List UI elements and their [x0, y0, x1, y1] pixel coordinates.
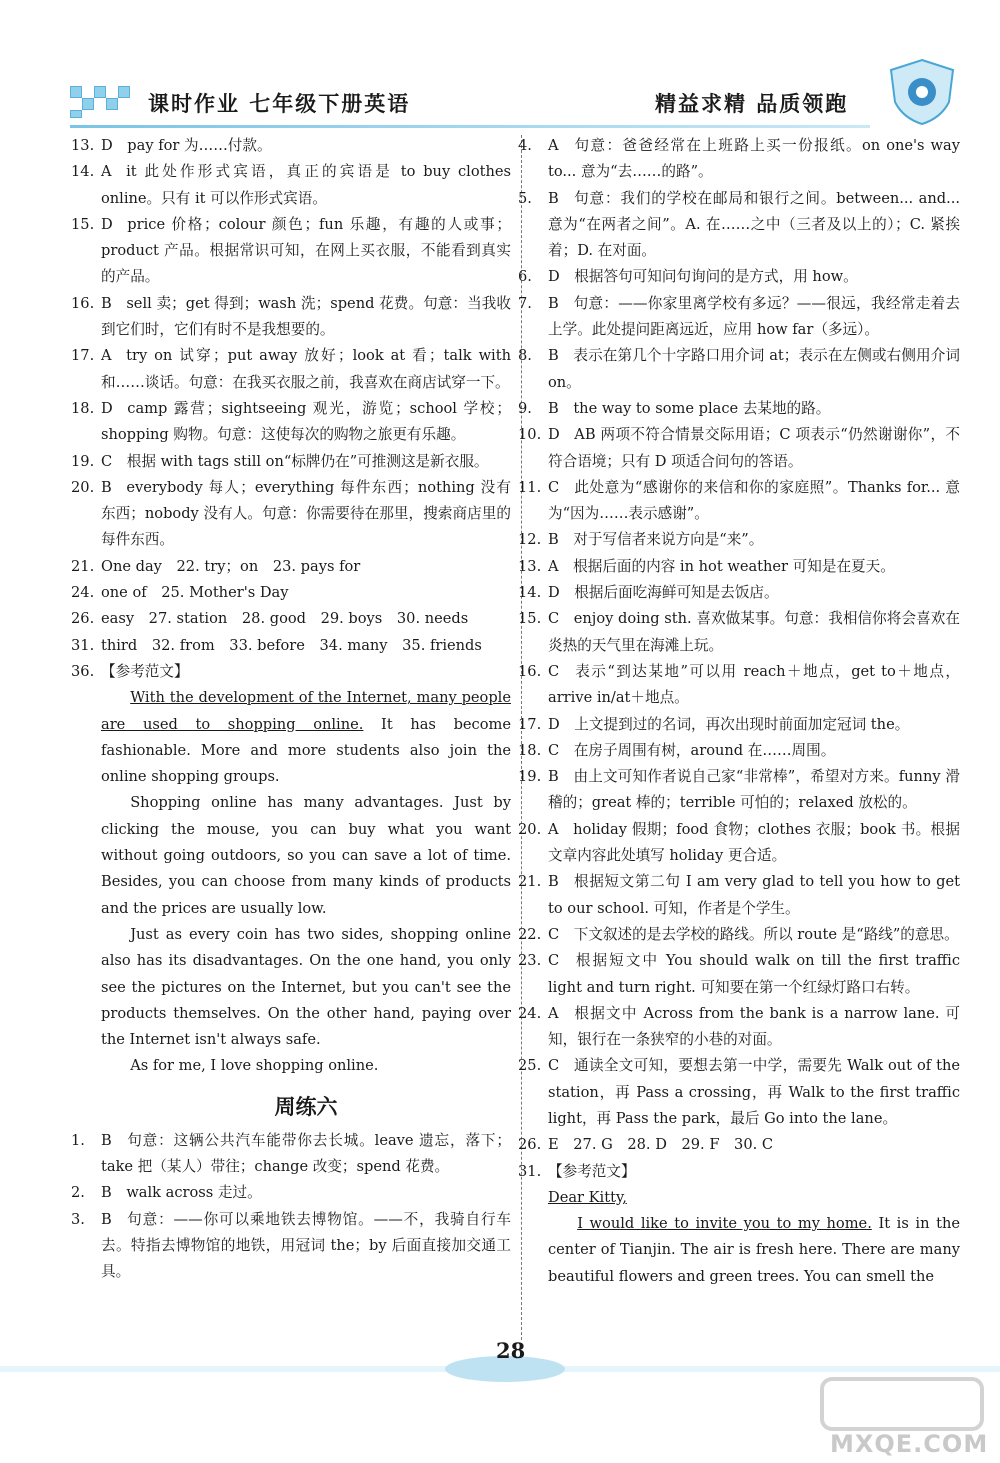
- answer-number: 2.: [71, 1184, 85, 1202]
- answer-text: third 32. from 33. before 34. many 35. friends: [101, 636, 482, 654]
- essay-underlined-sentence: With the development of the Internet, many people are used to shopping online.: [101, 689, 511, 733]
- answer-number: 22.: [518, 925, 542, 943]
- answer-number: 14.: [71, 163, 95, 181]
- answer-number: 26.: [518, 1136, 542, 1154]
- answer-item: [71, 343, 511, 396]
- answer-text: B 句意：我们的学校在邮局和银行之间。between... and... 意为“在两者之间”。A. 在……之中（三者及以上的）；C. 紧挨着；D. 在对面。: [548, 189, 960, 260]
- answer-number: 13.: [71, 137, 95, 154]
- answer-number: 13.: [518, 557, 542, 575]
- letter-salutation: Dear Kitty,: [548, 1188, 627, 1206]
- answer-item: [518, 764, 960, 817]
- answer-number: 5.: [518, 189, 532, 207]
- answer-number: 16.: [518, 662, 542, 680]
- answer-text: D 上文提到过的名词，再次出现时前面加定冠词 the。: [548, 715, 910, 733]
- answer-number: 4.: [518, 137, 532, 154]
- answer-text: D 根据后面吃海鲜可知是去饭店。: [548, 584, 779, 602]
- answer-number: 17.: [71, 347, 95, 365]
- answer-text: B the way to some place 去某地的路。: [548, 399, 831, 417]
- answer-item: [518, 554, 960, 580]
- answer-text: C 根据短文中 You should walk on till the first traffic light and turn right. 可知要在第一个红绿灯路口右转。: [548, 952, 960, 996]
- answer-number: 15.: [71, 215, 95, 233]
- answer-text: C 通读全文可知，要想去第一中学，需要先 Walk out of the station，再 Pass a crossing，再 Walk to the first traffic light，再 Pass the park，最后 Go into the lane。: [548, 1057, 960, 1127]
- answer-item: [518, 580, 960, 606]
- answer-number: 31.: [518, 1162, 542, 1180]
- essay-paragraph-2: Shopping online has many advantages. Just by clicking the mouse, you can buy what you want without going outdoors, so you can save a lot of time. Besides, you can choose from many kinds of products and the prices are usually low.: [101, 794, 511, 917]
- answer-number: 1.: [71, 1131, 85, 1149]
- answer-number: 15.: [518, 610, 542, 628]
- slogan: 精益求精 品质领跑: [655, 91, 849, 116]
- answer-item: [518, 475, 960, 528]
- answer-item: [518, 422, 960, 475]
- answer-item: [71, 1207, 511, 1286]
- answer-item: [518, 1001, 960, 1054]
- answer-text: A try on 试穿；put away 放好；look at 看；talk with 和……谈话。句意：在我买衣服之前，我喜欢在商店试穿一下。: [101, 347, 511, 391]
- answer-number: 18.: [71, 399, 95, 417]
- answer-number: 21.: [71, 557, 95, 575]
- answer-number: 14.: [518, 584, 542, 602]
- answer-item: [71, 159, 511, 212]
- answer-number: 10.: [518, 426, 542, 444]
- answer-list-left-2: [71, 1128, 511, 1286]
- letter-paragraph: [548, 1211, 960, 1290]
- watermark-text: MXQE.COM: [830, 1430, 989, 1458]
- answer-text: B walk across 走过。: [101, 1184, 262, 1202]
- answer-item: [518, 869, 960, 922]
- answer-item: [71, 396, 511, 449]
- answer-item: [71, 606, 511, 632]
- header-rule: [70, 125, 870, 128]
- answer-number: 6.: [518, 268, 532, 286]
- answer-number: 20.: [518, 820, 542, 838]
- letter-underlined-sentence: I would like to invite you to my home.: [577, 1215, 872, 1233]
- answer-item: [71, 659, 511, 685]
- page-header: [70, 78, 960, 128]
- right-column: [518, 133, 960, 1290]
- answer-number: 31.: [71, 636, 95, 654]
- answer-item: [518, 738, 960, 764]
- answer-text: D pay for 为……付款。: [101, 137, 272, 154]
- answer-item: [518, 396, 960, 422]
- answer-item: [518, 948, 960, 1001]
- answer-text: C enjoy doing sth. 喜欢做某事。句意：我相信你将会喜欢在炎热的天气里在海滩上玩。: [548, 610, 960, 654]
- answer-text: B 表示在第几个十字路口用介词 at；表示在左侧或右侧用介词 on。: [548, 347, 960, 391]
- section-title: 周练六: [274, 1094, 338, 1119]
- answer-number: 21.: [518, 873, 542, 891]
- answer-text: easy 27. station 28. good 29. boys 30. needs: [101, 610, 469, 628]
- answer-item: [518, 922, 960, 948]
- answer-item: [518, 712, 960, 738]
- answer-item: [71, 475, 511, 554]
- header-decoration-icon: [70, 86, 132, 120]
- answer-number: 19.: [518, 768, 542, 786]
- answer-item: [71, 554, 511, 580]
- answer-number: 9.: [518, 399, 532, 417]
- answer-item: [518, 1159, 960, 1185]
- answer-item: [71, 1128, 511, 1181]
- answer-text: B 对于写信者来说方向是“来”。: [548, 531, 764, 549]
- answer-number: 16.: [71, 294, 95, 312]
- answer-item: [518, 343, 960, 396]
- answer-text: 【参考范文】: [101, 662, 189, 680]
- answer-number: 20.: [71, 478, 95, 496]
- answer-item: [518, 186, 960, 265]
- answer-number: 36.: [71, 662, 95, 680]
- answer-text: E 27. G 28. D 29. F 30. C: [548, 1136, 774, 1154]
- answer-text: B 根据短文第二句 I am very glad to tell you how to get to our school. 可知，作者是个学生。: [548, 873, 960, 917]
- answer-list-left: [71, 133, 511, 685]
- answer-text: One day 22. try；on 23. pays for: [101, 557, 361, 575]
- answer-text: C 下文叙述的是去学校的路线。所以 route 是“路线”的意思。: [548, 925, 959, 943]
- answer-number: 7.: [518, 294, 532, 312]
- answer-item: [71, 449, 511, 475]
- answer-number: 26.: [71, 610, 95, 628]
- answer-item: [518, 659, 960, 712]
- answer-text: B 句意：——你可以乘地铁去博物馆。——不，我骑自行车去。特指去博物馆的地铁，用冠词 the；by 后面直接加交通工具。: [101, 1210, 511, 1281]
- essay-paragraph-4: As for me, I love shopping online.: [130, 1057, 379, 1075]
- answer-item: [71, 212, 511, 291]
- answer-item: [71, 291, 511, 344]
- page-number: 28: [496, 1338, 526, 1363]
- answer-item: [518, 264, 960, 290]
- answer-number: 23.: [518, 952, 542, 970]
- answer-item: [518, 1053, 960, 1132]
- answer-number: 3.: [71, 1210, 85, 1228]
- answer-list-right: [518, 133, 960, 1185]
- answer-text: A 根据文中 Across from the bank is a narrow lane. 可知，银行在一条狭窄的小巷的对面。: [548, 1004, 960, 1049]
- answer-number: 18.: [518, 741, 542, 759]
- answer-text: A 句意：爸爸经常在上班路上买一份报纸。on one's way to... 意为“去……的路”。: [548, 137, 960, 181]
- answer-text: C 表示“到达某地”可以用 reach＋地点，get to＋地点，arrive in/at＋地点。: [548, 662, 960, 707]
- essay-paragraph-1: [101, 685, 511, 790]
- answer-item: [71, 133, 511, 159]
- answer-number: 8.: [518, 347, 532, 365]
- answer-text: D price 价格；colour 颜色；fun 乐趣，有趣的人或事；product 产品。根据常识可知，在网上买衣服，不能看到真实的产品。: [101, 215, 511, 286]
- answer-text: B 句意：——你家里离学校有多远？——很远，我经常走着去上学。此处提问距离远近，应用 how far（多远）。: [548, 294, 960, 339]
- answer-number: 25.: [518, 1057, 542, 1075]
- answer-text: D 根据答句可知问句询问的是方式，用 how。: [548, 268, 858, 286]
- answer-item: [518, 527, 960, 553]
- answer-text: 【参考范文】: [548, 1162, 636, 1180]
- answer-text: C 此处意为“感谢你的来信和你的家庭照”。Thanks for... 意为“因为……表示感谢”。: [548, 478, 960, 523]
- answer-number: 12.: [518, 531, 542, 549]
- publisher-logo-icon: [885, 56, 960, 128]
- answer-number: 11.: [518, 478, 542, 496]
- answer-number: 19.: [71, 452, 95, 470]
- answer-text: D AB 两项不符合情景交际用语；C 项表示“仍然谢谢你”，不符合语境；只有 D 项适合问句的答语。: [548, 426, 960, 470]
- essay-text: It has become fashionable. More and more students also join the online shopping groups.: [101, 715, 511, 786]
- answer-item: [518, 291, 960, 344]
- answer-text: A it 此处作形式宾语，真正的宾语是 to buy clothes online。只有 it 可以作形式宾语。: [101, 163, 511, 207]
- answer-text: B 由上文可知作者说自己家“非常棒”，希望对方来。funny 滑稽的；great 棒的；terrible 可怕的；relaxed 放松的。: [548, 768, 960, 812]
- letter-text: It is in the center of Tianjin. The air is fresh here. There are many beautiful flowers and green trees. You can smell the: [548, 1215, 960, 1285]
- book-title: 课时作业 七年级下册英语: [148, 91, 411, 116]
- left-column: [71, 133, 511, 1285]
- answer-item: [518, 606, 960, 659]
- answer-text: D camp 露营；sightseeing 观光，游览；school 学校；shopping 购物。句意：这使每次的购物之旅更有乐趣。: [101, 399, 511, 444]
- answer-text: C 根据 with tags still on“标牌仍在”可推测这是新衣服。: [101, 452, 489, 470]
- answer-item: [518, 817, 960, 870]
- answer-item: [71, 1180, 511, 1206]
- answer-text: B 句意：这辆公共汽车能带你去长城。leave 遗忘，落下；take 把（某人）带往；change 改变；spend 花费。: [101, 1131, 511, 1175]
- answer-text: one of 25. Mother's Day: [101, 584, 289, 602]
- answer-item: [518, 1132, 960, 1158]
- answer-text: C 在房子周围有树，around 在……周围。: [548, 741, 836, 759]
- answer-number: 17.: [518, 715, 542, 733]
- answer-item: [71, 633, 511, 659]
- answer-text: B everybody 每人；everything 每件东西；nothing 没有东西；nobody 没有人。句意：你需要待在那里，搜索商店里的每件东西。: [101, 478, 511, 549]
- answer-number: 24.: [518, 1004, 542, 1022]
- essay-paragraph-3: Just as every coin has two sides, shopping online also has its disadvantages. On the one hand, you only see the pictures on the Internet, but you can't see the products themselves. On the other hand, paying over the Internet isn't always safe.: [101, 925, 511, 1049]
- answer-text: B sell 卖；get 得到；wash 洗；spend 花费。句意：当我收到它们时，它们有时不是我想要的。: [101, 294, 511, 339]
- answer-number: 24.: [71, 584, 95, 602]
- answer-text: A holiday 假期；food 食物；clothes 衣服；book 书。根据文章内容此处填写 holiday 更合适。: [548, 820, 960, 865]
- answer-item: [71, 580, 511, 606]
- answer-item: [518, 133, 960, 186]
- answer-text: A 根据后面的内容 in hot weather 可知是在夏天。: [548, 557, 895, 575]
